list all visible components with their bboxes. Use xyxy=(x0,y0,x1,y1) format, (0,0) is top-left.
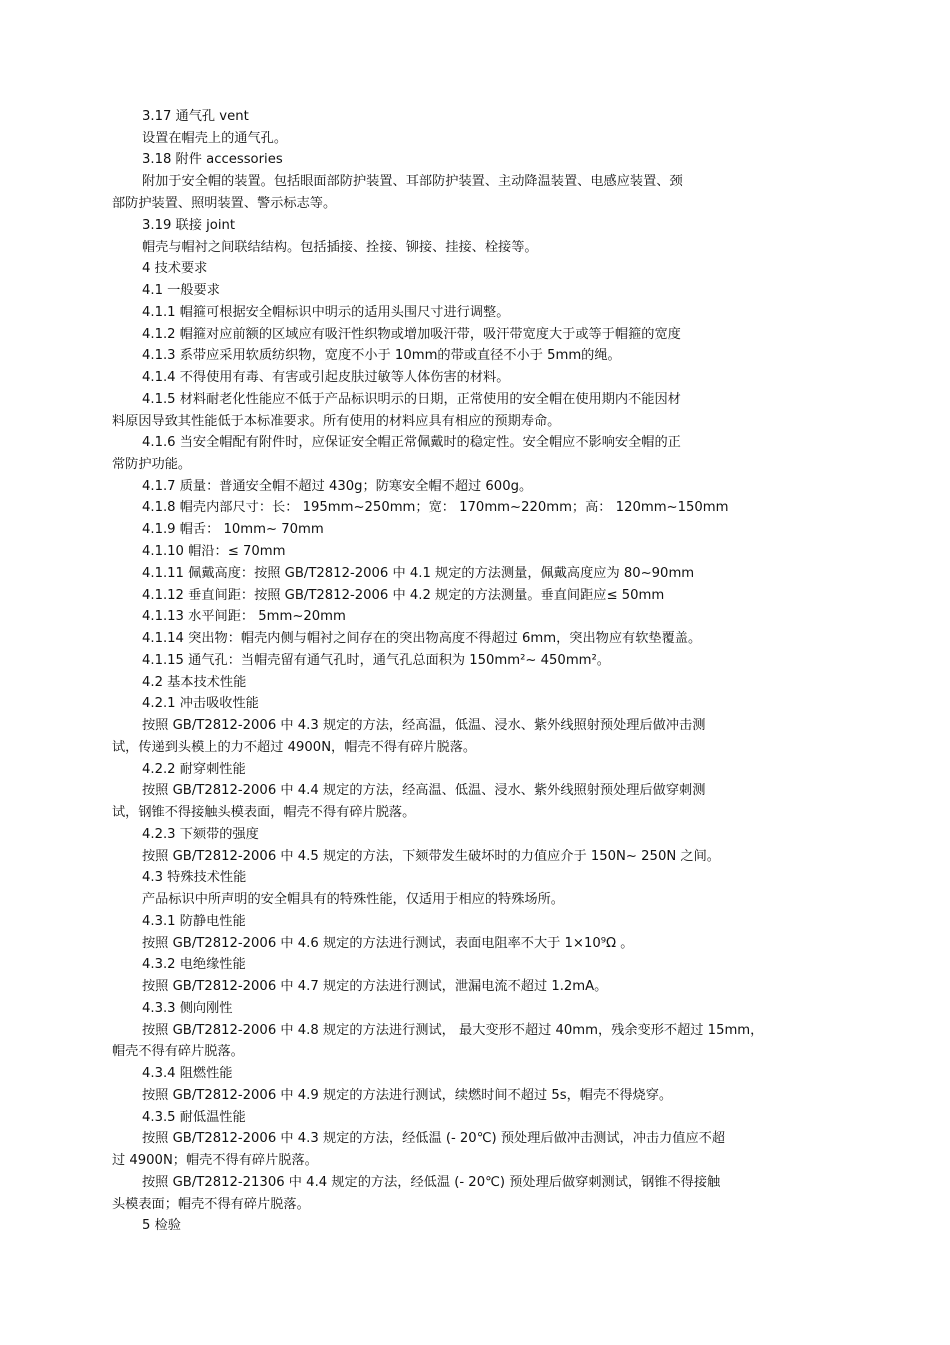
clause-line: 4.1.11 佩戴高度：按照 GB/T2812-2006 中 4.1 规定的方法测量，佩戴高度应为 80~90mm xyxy=(142,566,695,581)
paragraph-line: 部防护装置、照明装置、警示标志等。 xyxy=(112,196,337,211)
paragraph-line: 试，传递到头模上的力不超过 4900N，帽壳不得有碎片脱落。 xyxy=(112,740,477,755)
clause-line: 4.1.4 不得使用有毒、有害或引起皮肤过敏等人体伤害的材料。 xyxy=(142,370,510,385)
paragraph-line: 按照 GB/T2812-2006 中 4.3 规定的方法，经低温 (- 20℃) 预处理后做冲击测试，冲击力值应不超 xyxy=(142,1131,726,1146)
paragraph-line: 按照 GB/T2812-2006 中 4.9 规定的方法进行测试，续燃时间不超过 5s，帽壳不得烧穿。 xyxy=(142,1088,673,1103)
subsection-heading: 4.2.3 下颏带的强度 xyxy=(142,827,259,842)
section-5-heading: 5 检验 xyxy=(142,1218,181,1233)
clause-line: 4.1.10 帽沿：≤ 70mm xyxy=(142,544,286,559)
paragraph-line: 头模表面；帽壳不得有碎片脱落。 xyxy=(112,1197,310,1212)
clause-line: 4.1.14 突出物：帽壳内侧与帽衬之间存在的突出物高度不得超过 6mm，突出物应有软垫覆盖。 xyxy=(142,631,702,646)
clause-line: 4.1.8 帽壳内部尺寸：长： 195mm~250mm；宽： 170mm~220mm；高： 120mm~150mm xyxy=(142,500,729,515)
section-4-3-heading: 4.3 特殊技术性能 xyxy=(142,870,247,885)
paragraph-line: 产品标识中所声明的安全帽具有的特殊性能，仅适用于相应的特殊场所。 xyxy=(142,892,564,907)
subsection-heading: 4.3.4 阻燃性能 xyxy=(142,1066,233,1081)
subsection-heading: 4.3.2 电绝缘性能 xyxy=(142,957,246,972)
paragraph-line: 按照 GB/T2812-2006 中 4.6 规定的方法进行测试，表面电阻率不大于 1×10⁹Ω 。 xyxy=(142,936,634,951)
paragraph-line: 按照 GB/T2812-2006 中 4.4 规定的方法，经高温、低温、浸水、紫外线照射预处理后做穿刺测 xyxy=(142,783,706,798)
paragraph-line: 帽壳与帽衬之间联结结构。包括插接、拴接、铆接、挂接、栓接等。 xyxy=(142,240,538,255)
clause-line: 常防护功能。 xyxy=(112,457,192,472)
subsection-heading: 4.2.1 冲击吸收性能 xyxy=(142,696,259,711)
paragraph-line: 按照 GB/T2812-2006 中 4.5 规定的方法，下颏带发生破坏时的力值应介于 150N~ 250N 之间。 xyxy=(142,849,720,864)
section-4-2-heading: 4.2 基本技术性能 xyxy=(142,675,247,690)
paragraph-line: 帽壳不得有碎片脱落。 xyxy=(112,1044,244,1059)
clause-line: 4.1.5 材料耐老化性能应不低于产品标识明示的日期，正常使用的安全帽在使用期内不能因材 xyxy=(142,392,681,407)
clause-line: 4.1.6 当安全帽配有附件时，应保证安全帽正常佩戴时的稳定性。安全帽应不影响安全帽的正 xyxy=(142,435,681,450)
clause-line: 4.1.13 水平间距： 5mm~20mm xyxy=(142,609,346,624)
clause-line: 4.1.12 垂直间距：按照 GB/T2812-2006 中 4.2 规定的方法测量。垂直间距应≤ 50mm xyxy=(142,588,665,603)
paragraph-line: 按照 GB/T2812-2006 中 4.8 规定的方法进行测试， 最大变形不超过 40mm，残余变形不超过 15mm， xyxy=(142,1023,764,1038)
term-3-17-heading: 3.17 通气孔 vent xyxy=(142,109,249,124)
term-3-18-heading: 3.18 附件 accessories xyxy=(142,152,283,167)
clause-line: 4.1.2 帽箍对应前额的区域应有吸汗性织物或增加吸汗带，吸汗带宽度大于或等于帽箍的宽度 xyxy=(142,327,681,342)
paragraph-line: 附加于安全帽的装置。包括眼面部防护装置、耳部防护装置、主动降温装置、电感应装置、颈 xyxy=(142,174,683,189)
paragraph-line: 按照 GB/T2812-2006 中 4.3 规定的方法，经高温，低温、浸水、紫外线照射预处理后做冲击测 xyxy=(142,718,706,733)
paragraph-line: 按照 GB/T2812-21306 中 4.4 规定的方法，经低温 (- 20℃) 预处理后做穿刺测试，钢锥不得接触 xyxy=(142,1175,721,1190)
clause-line: 4.1.3 系带应采用软质纺织物，宽度不小于 10mm的带或直径不小于 5mm的绳。 xyxy=(142,348,621,363)
clause-line: 4.1.7 质量：普通安全帽不超过 430g；防寒安全帽不超过 600g。 xyxy=(142,479,533,494)
subsection-heading: 4.3.3 侧向刚性 xyxy=(142,1001,233,1016)
paragraph-line: 按照 GB/T2812-2006 中 4.7 规定的方法进行测试，泄漏电流不超过 1.2mA。 xyxy=(142,979,608,994)
subsection-heading: 4.3.1 防静电性能 xyxy=(142,914,246,929)
paragraph-line: 过 4900N；帽壳不得有碎片脱落。 xyxy=(112,1153,318,1168)
clause-line: 4.1.9 帽舌： 10mm~ 70mm xyxy=(142,522,324,537)
section-4-1-heading: 4.1 一般要求 xyxy=(142,283,220,298)
paragraph-line: 设置在帽壳上的通气孔。 xyxy=(142,131,288,146)
clause-line: 4.1.1 帽箍可根据安全帽标识中明示的适用头围尺寸进行调整。 xyxy=(142,305,510,320)
term-3-19-heading: 3.19 联接 joint xyxy=(142,218,236,233)
paragraph-line: 试，钢锥不得接触头模表面，帽壳不得有碎片脱落。 xyxy=(112,805,416,820)
section-4-heading: 4 技术要求 xyxy=(142,261,208,276)
clause-line: 4.1.15 通气孔：当帽壳留有通气孔时，通气孔总面积为 150mm²~ 450mm²。 xyxy=(142,653,610,668)
subsection-heading: 4.2.2 耐穿刺性能 xyxy=(142,762,246,777)
clause-line: 料原因导致其性能低于本标准要求。所有使用的材料应具有相应的预期寿命。 xyxy=(112,414,561,429)
subsection-heading: 4.3.5 耐低温性能 xyxy=(142,1110,246,1125)
